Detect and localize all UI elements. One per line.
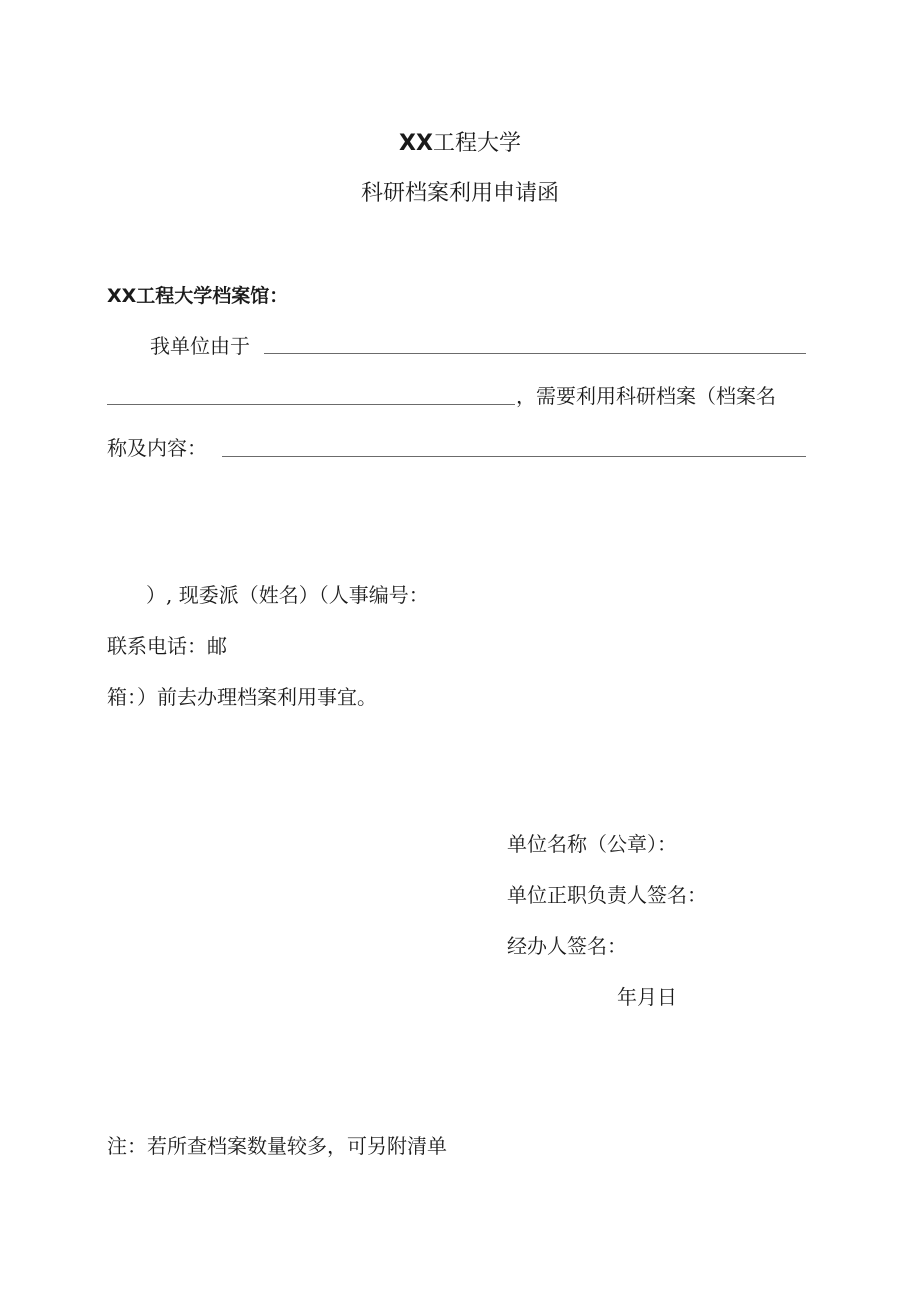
- addressee: XX工程大学档案馆：: [107, 285, 289, 307]
- reason-blank-line-1: [264, 353, 806, 354]
- unit-name-seal-label: 单位名称（公章）：: [507, 832, 677, 856]
- unit-head-signature-label: 单位正职负责人签名：: [507, 883, 707, 907]
- body-line-6: 箱：）前去办理档案利用事宜。: [107, 685, 377, 709]
- school-name-title: [0, 132, 920, 156]
- body-line-5: 联系电话：邮: [107, 634, 227, 658]
- handler-signature-label: 经办人签名：: [507, 934, 627, 958]
- archive-content-blank-line: [222, 456, 806, 457]
- school-name-prefix: XX: [399, 131, 433, 156]
- body-line-1-prefix: 我单位由于: [150, 334, 250, 358]
- footnote: 注：若所查档案数量较多，可另附清单: [107, 1134, 447, 1158]
- date-label: 年月日: [617, 985, 677, 1009]
- form-title: 科研档案利用申请函: [360, 181, 559, 206]
- school-name-rest: 工程大学: [432, 131, 521, 156]
- body-line-2-suffix: ，需要利用科研档案（档案名: [516, 384, 776, 408]
- reason-blank-line-2: [107, 404, 515, 405]
- body-line-4: ）, 现委派（姓名）（人事编号：: [146, 583, 429, 607]
- body-line-3-prefix: 称及内容：: [107, 436, 207, 460]
